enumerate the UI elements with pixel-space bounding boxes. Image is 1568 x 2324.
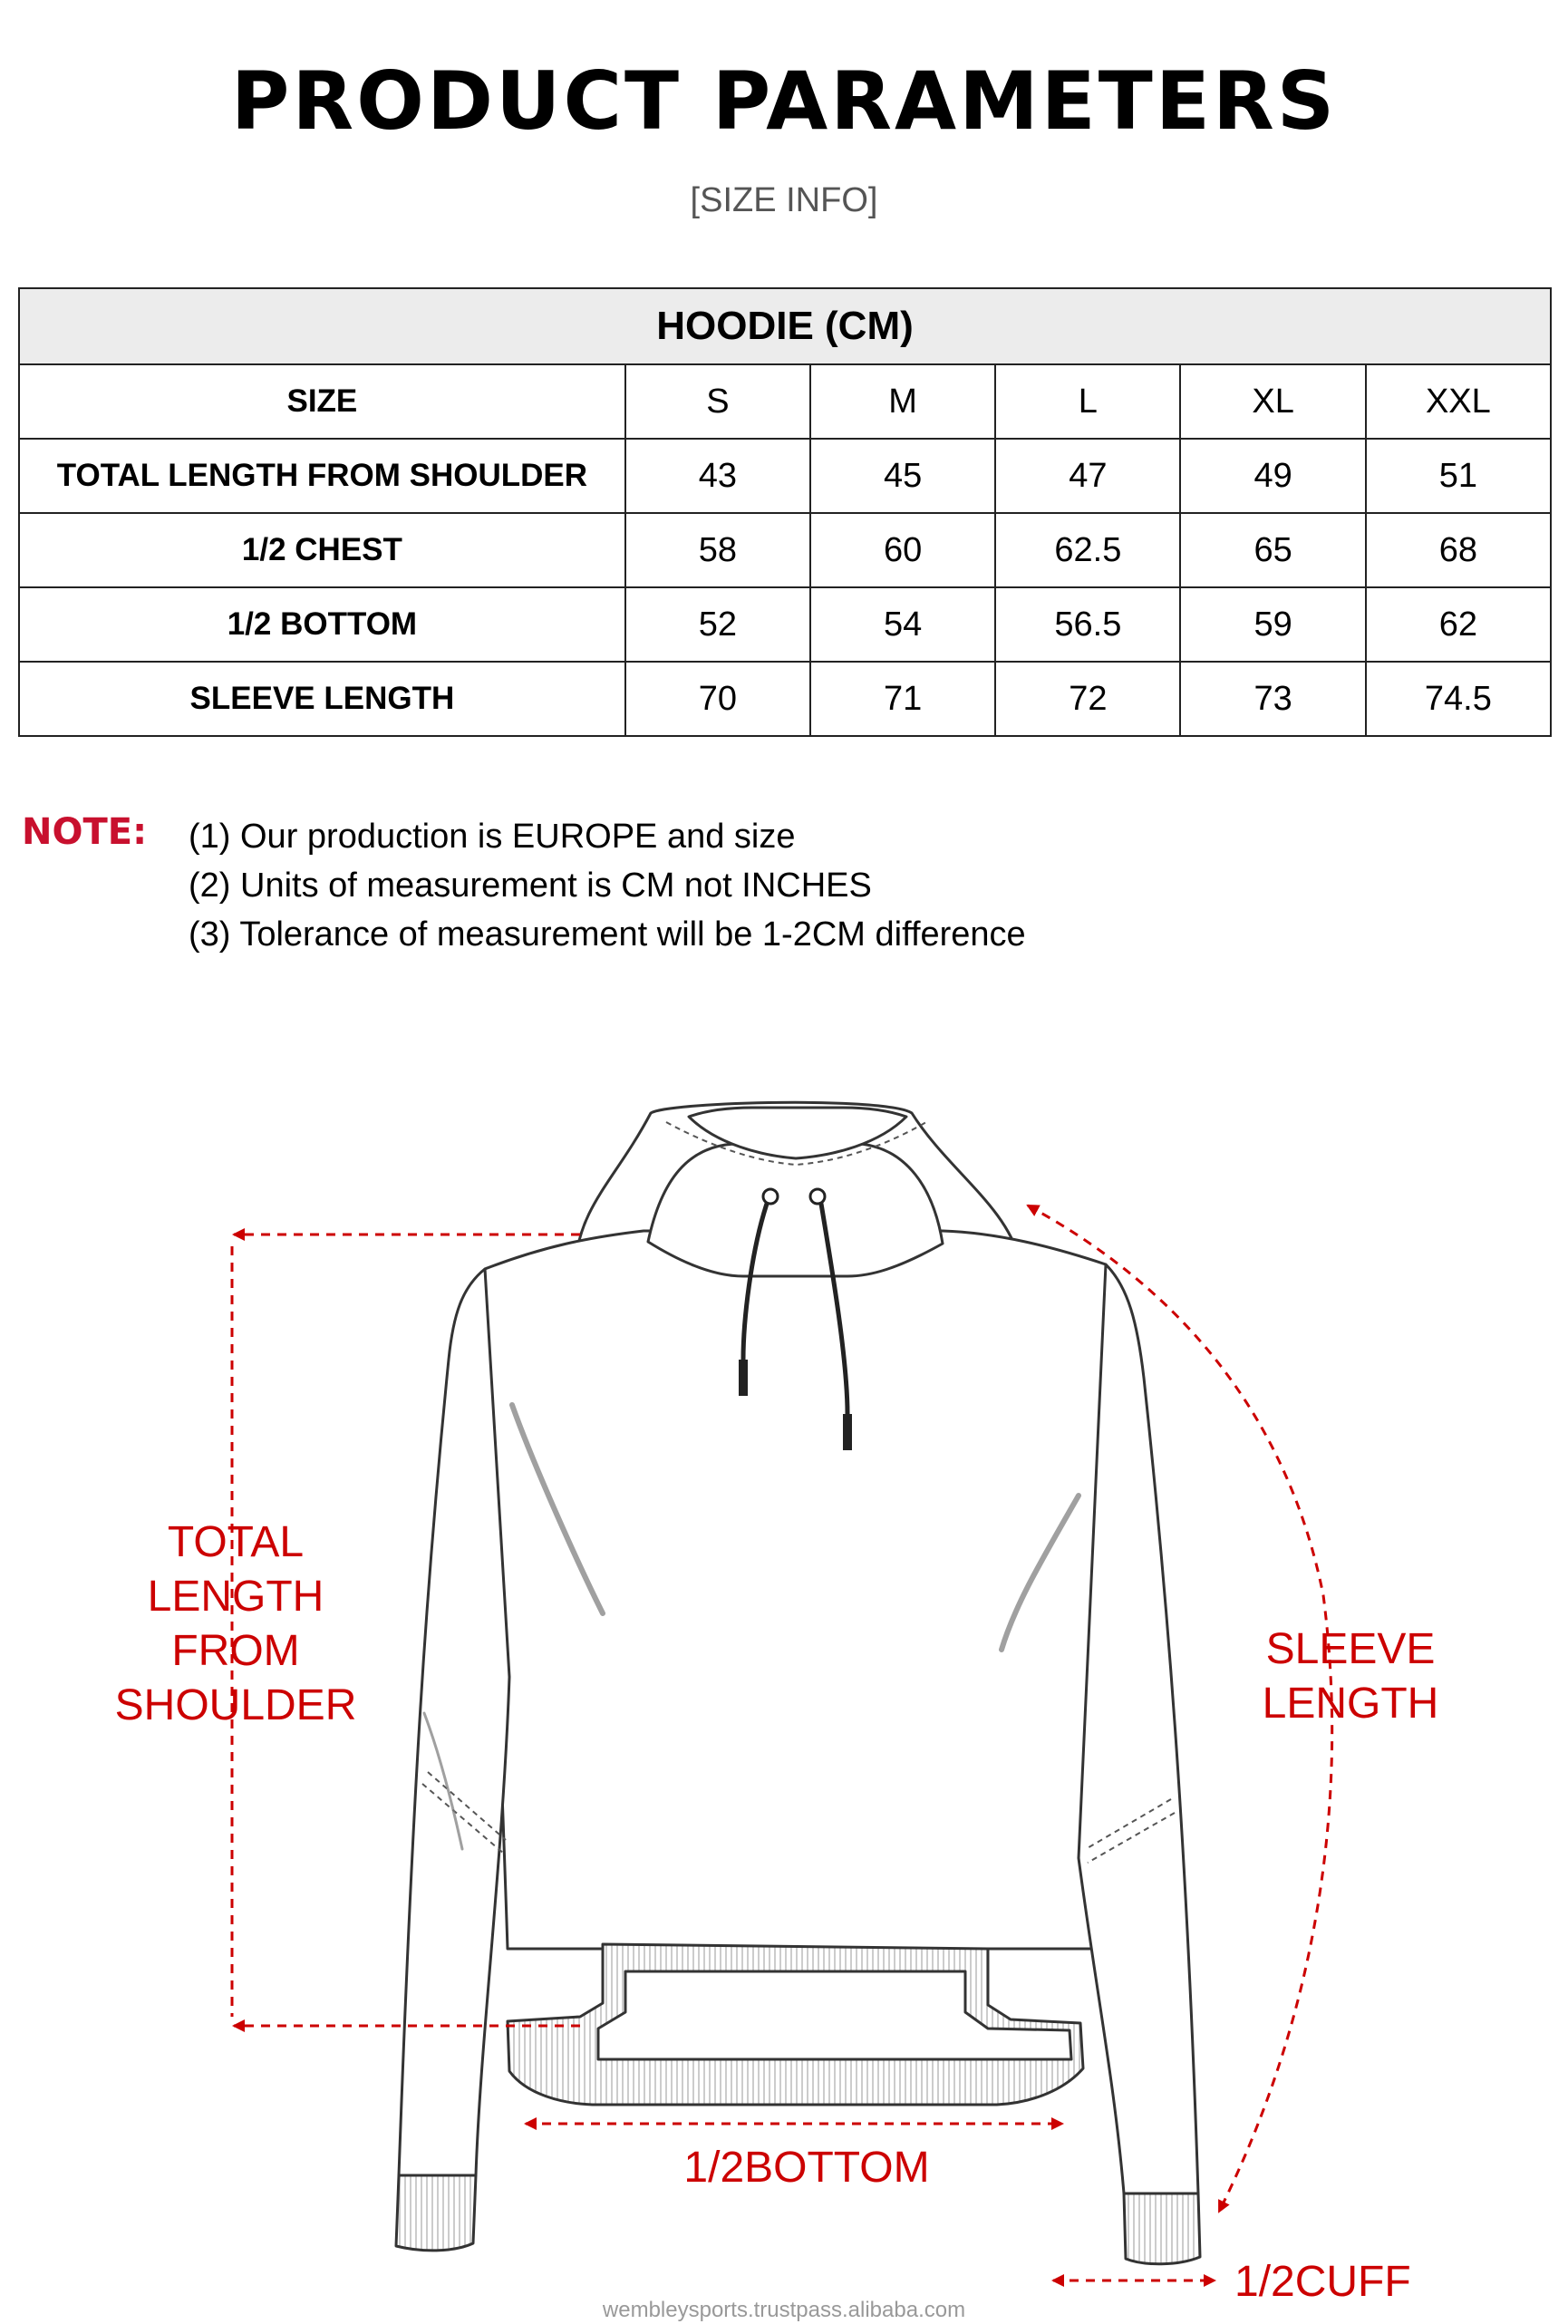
table-cell: 68 [1366, 513, 1551, 587]
column-header: M [810, 364, 995, 439]
table-cell: 60 [810, 513, 995, 587]
table-cell: 62.5 [995, 513, 1180, 587]
label-line: FROM [171, 1627, 300, 1675]
size-table [18, 287, 1552, 737]
column-header: L [995, 364, 1180, 439]
label-sleeve-length [1215, 1622, 1486, 1731]
table-cell: 72 [995, 662, 1180, 736]
column-header: S [625, 364, 810, 439]
table-cell: 73 [1180, 662, 1365, 736]
row-label: 1/2 BOTTOM [19, 587, 625, 662]
table-header-row [19, 364, 1551, 439]
table-caption: HOODIE (CM) [19, 288, 1551, 364]
table-cell: 45 [810, 439, 995, 513]
table-cell: 47 [995, 439, 1180, 513]
note-line: (2) Units of measurement is CM not INCHES [189, 867, 872, 905]
table-cell: 71 [810, 662, 995, 736]
row-label: 1/2 CHEST [19, 513, 625, 587]
table-row [19, 587, 1551, 662]
table-cell: 51 [1366, 439, 1551, 513]
note-list [189, 812, 1026, 959]
label-line: TOTAL [167, 1518, 305, 1566]
table-cell: 74.5 [1366, 662, 1551, 736]
table-cell: 43 [625, 439, 810, 513]
row-label: TOTAL LENGTH FROM SHOULDER [19, 439, 625, 513]
table-row [19, 662, 1551, 736]
note-label: NOTE: [22, 811, 148, 853]
table-cell: 54 [810, 587, 995, 662]
note-line: (3) Tolerance of measurement will be 1-2CM difference [189, 915, 1026, 954]
table-cell: 62 [1366, 587, 1551, 662]
table-cell: 49 [1180, 439, 1365, 513]
table-cell: 65 [1180, 513, 1365, 587]
page-subtitle: [SIZE INFO] [690, 181, 878, 219]
table-cell: 58 [625, 513, 810, 587]
label-half-bottom: 1/2BOTTOM [683, 2144, 930, 2192]
label-line: LENGTH [1262, 1680, 1439, 1728]
note-line: (1) Our production is EUROPE and size [189, 818, 796, 856]
row-label: SLEEVE LENGTH [19, 662, 625, 736]
table-cell: 59 [1180, 587, 1365, 662]
label-half-cuff: 1/2CUFF [1234, 2258, 1411, 2306]
column-header: XXL [1366, 364, 1551, 439]
table-cell: 70 [625, 662, 810, 736]
column-header: SIZE [19, 364, 625, 439]
table-row [19, 513, 1551, 587]
table-cell: 52 [625, 587, 810, 662]
column-header: XL [1180, 364, 1365, 439]
label-line: SHOULDER [114, 1681, 357, 1729]
watermark: wembleysports.trustpass.alibaba.com [602, 2298, 966, 2322]
label-total-length [91, 1515, 381, 1733]
label-line: LENGTH [147, 1573, 324, 1621]
table-cell: 56.5 [995, 587, 1180, 662]
label-line: SLEEVE [1265, 1625, 1436, 1673]
hoodie-outline [396, 1102, 1200, 2263]
page-title: PRODUCT PARAMETERS [230, 54, 1338, 148]
table-row [19, 439, 1551, 513]
